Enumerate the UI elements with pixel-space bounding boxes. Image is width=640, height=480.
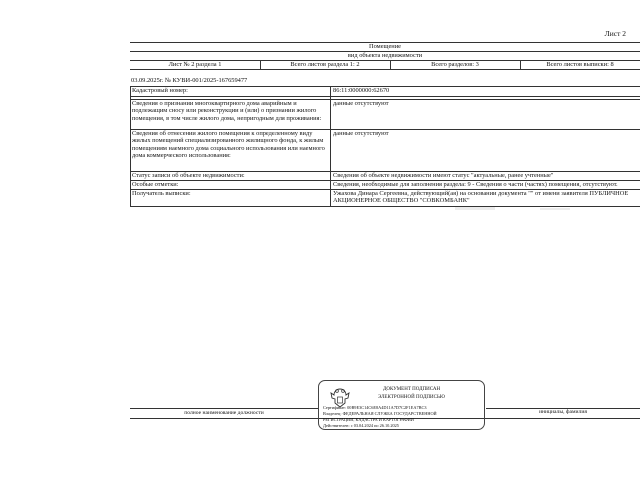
emergency-status-value: данные отсутствуют (333, 100, 389, 107)
extract-date-number: 03.09.2025г. № КУВИ-001/2025-167659477 (131, 77, 248, 84)
emergency-status-label: Сведения о признании многоквартирного дома аварийным и подлежащим сносу или реконструкции и (или) о признании жилого помещения, в том числе жилого дома, непригодным для проживания: (132, 100, 322, 122)
position-label: полное наименование должности (184, 410, 264, 416)
page-label: Лист 2 (604, 29, 626, 38)
sheet-number: Лист № 2 раздела 1 (168, 61, 222, 68)
total-sheets: Всего листов выписки: 8 (546, 61, 614, 68)
cadastral-number: 86:11:0000000:62670 (333, 87, 390, 94)
record-status-value: Сведения об объекте недвижимости имеют статус "актуальные, ранее учтенные" (333, 172, 554, 179)
stamp-certificate: Сертификат: 00B9E3C14C6E8A4D11A7D7C2F1EA7BC3 (323, 405, 427, 410)
special-notes-label: Особые отметки: (132, 181, 179, 188)
recipient-label: Получатель выписки: (132, 190, 191, 197)
object-type: вид объекта недвижимости (347, 52, 423, 59)
electronic-signature-stamp (318, 380, 485, 430)
recipient-value: Ужахова Динара Сергеевна, действующий(ая) на основании документа "" от имени заявителя ПУБЛИЧНОЕ (333, 190, 629, 197)
sheets-in-section: Всего листов раздела 1: 2 (290, 61, 360, 68)
stamp-owner-line1: Владелец: ФЕДЕРАЛЬНАЯ СЛУЖБА ГОСУДАРСТВЕННОЙ (323, 411, 437, 416)
cadastral-label: Кадастровый номер: (132, 87, 188, 94)
stamp-owner-line2: РЕГИСТРАЦИИ, КАДАСТРА И КАРТОГРАФИИ (323, 417, 414, 422)
special-notes-value: Сведения, необходимые для заполнения раздела: 9 - Сведения о части (частях) помещения, отсутствуют. (333, 181, 618, 188)
record-status-label: Статус записи об объекте недвижимости: (132, 172, 245, 179)
stamp-validity: Действителен: с 03.04.2024 по 26.10.2025 (323, 423, 399, 428)
stamp-subtitle: ЭЛЕКТРОННОЙ ПОДПИСЬЮ (378, 395, 445, 400)
specialized-fund-label: Сведения об отнесении жилого помещения к определенному виду жилых помещений специализированного жилищного фонда, к жилым помещениям наемного дома социального использования или наемного дома коммерческого использования: (132, 130, 325, 160)
stamp-title: ДОКУМЕНТ ПОДПИСАН (382, 387, 441, 392)
specialized-fund-value: данные отсутствуют (333, 130, 389, 137)
section-title: Помещение (368, 43, 401, 50)
total-sections: Всего разделов: 3 (431, 61, 479, 68)
name-label: инициалы, фамилия (539, 409, 587, 415)
recipient-value-cont: АКЦИОНЕРНОЕ ОБЩЕСТВО "СОВКОМБАНК" (333, 197, 470, 204)
